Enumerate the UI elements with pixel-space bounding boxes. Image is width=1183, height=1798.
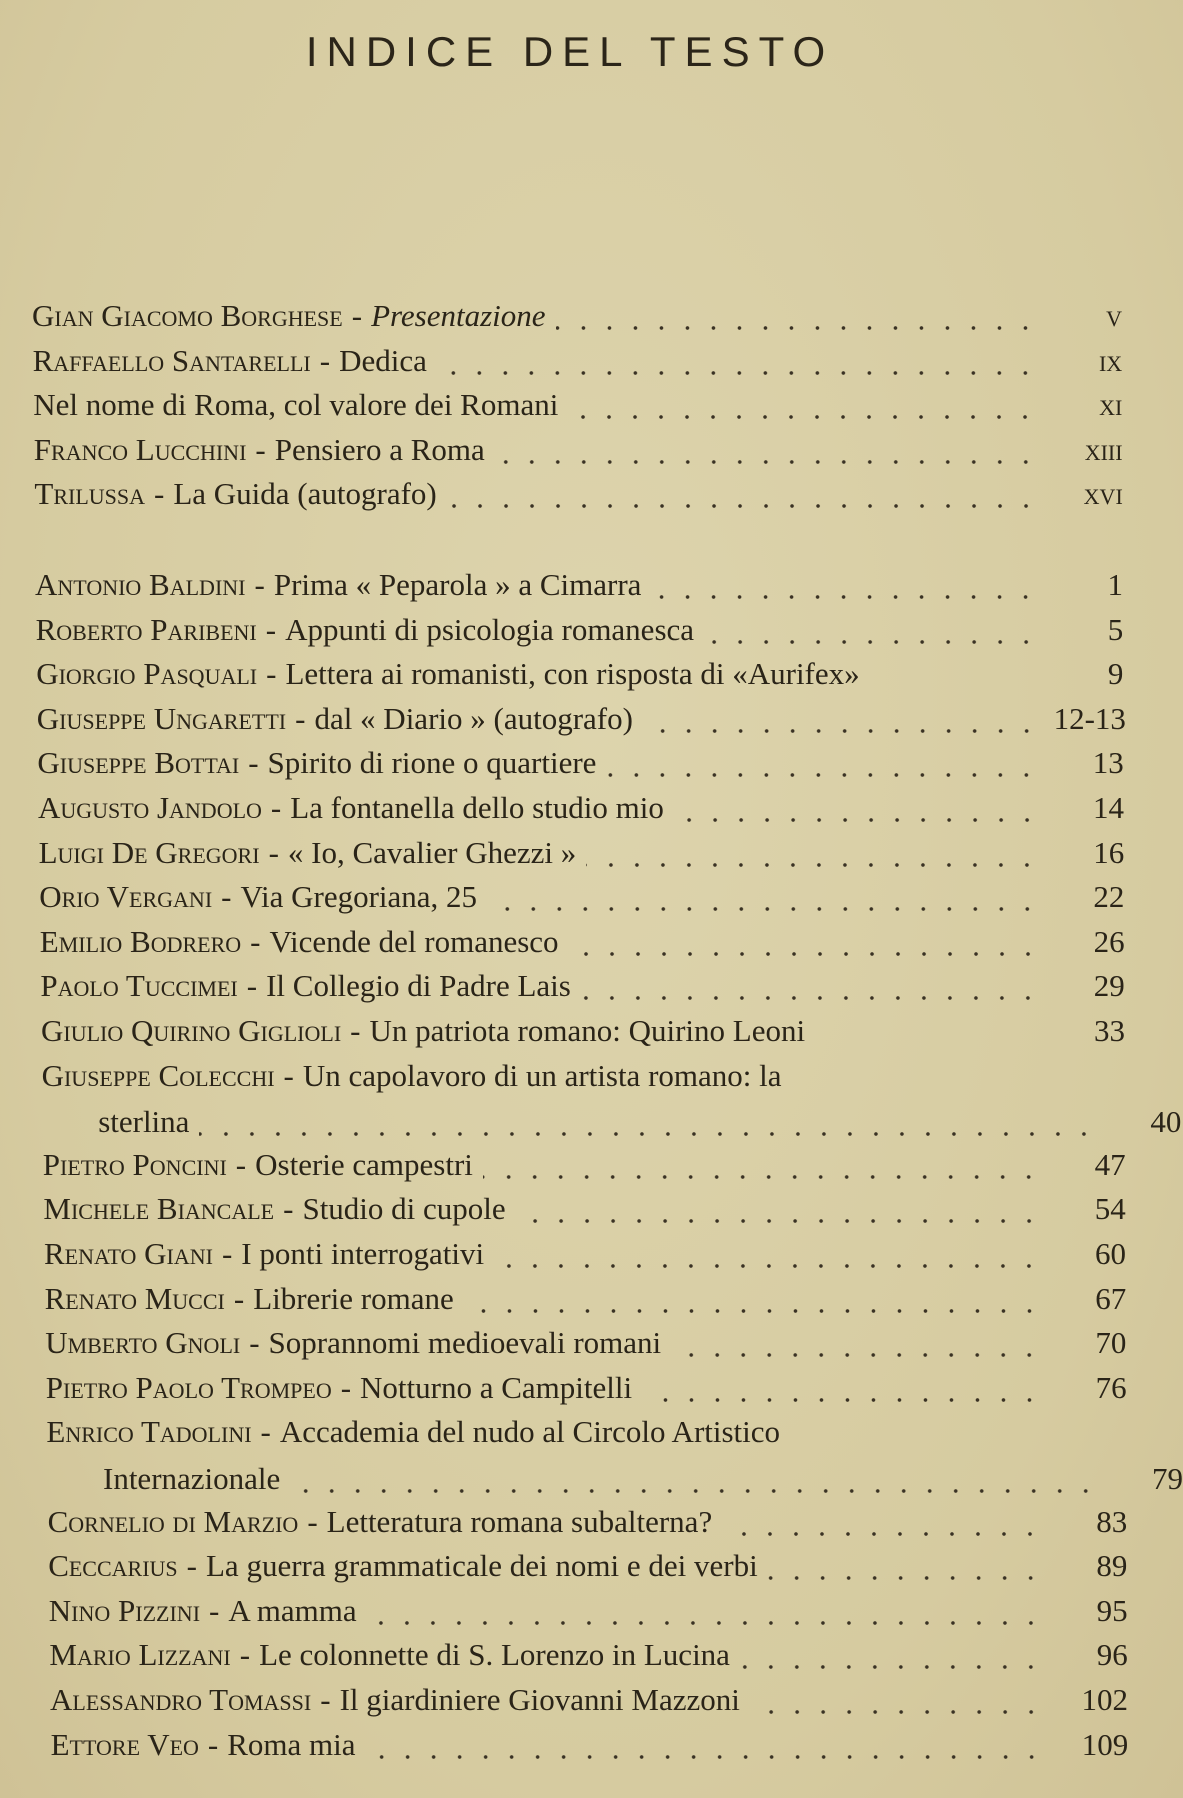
entry-separator: -	[246, 968, 258, 1004]
entry-title: Presentazione	[371, 298, 546, 333]
entry-author: Giuseppe Colecchi	[41, 1057, 275, 1093]
entry-author: Raffaello Santarelli	[32, 342, 311, 378]
entry-author: Mario Lizzani	[49, 1637, 231, 1673]
toc-entry	[51, 1727, 1129, 1767]
toc-entry	[49, 1637, 1127, 1677]
entry-separator: -	[250, 923, 261, 959]
entry-title: La guerra grammaticale dei nomi e dei verbi	[206, 1548, 758, 1584]
entry-title: A mamma	[228, 1592, 357, 1628]
entry-title: La Guida (autografo)	[173, 476, 437, 512]
dot-leader	[447, 503, 1039, 509]
dot-leader	[586, 862, 1040, 868]
toc-entry	[43, 1191, 1125, 1231]
entry-page-number: 12-13	[1053, 700, 1126, 736]
entry-separator: -	[295, 700, 306, 736]
entry-title: Le colonnette di S. Lorenzo in Lucina	[259, 1637, 730, 1673]
entry-title-continuation: Internazionale	[103, 1461, 281, 1496]
entry-separator: -	[235, 1146, 247, 1182]
dot-leader	[290, 1488, 1099, 1494]
entry-title: Lettera ai romanisti, con risposta di «Aurifex»	[285, 656, 860, 692]
entry-separator: -	[307, 1503, 318, 1539]
entry-page-number: 60	[1095, 1236, 1126, 1271]
entry-title: « Io, Cavalier Ghezzi »	[287, 834, 577, 870]
toc-entry	[38, 790, 1124, 830]
toc-entry	[36, 656, 1123, 696]
toc-entry	[36, 612, 1124, 652]
entry-separator: -	[221, 1236, 233, 1271]
entry-author: Renato Giani	[44, 1236, 213, 1271]
entry-title: Pensiero a Roma	[274, 431, 485, 467]
entry-title: Vicende del romanesco	[269, 923, 559, 959]
entry-separator: -	[239, 1637, 251, 1673]
entry-separator: -	[351, 298, 363, 333]
entry-author: Pietro Poncini	[42, 1146, 227, 1182]
entry-author: Nino Pizzini	[48, 1592, 201, 1628]
dot-leader	[494, 1263, 1042, 1269]
entry-page-number: 16	[1093, 834, 1125, 870]
entry-author: Trilussa	[34, 476, 146, 512]
entry-title: Un capolavoro di un artista romano: la	[302, 1057, 782, 1093]
dot-leader	[367, 1620, 1044, 1626]
dot-leader	[606, 772, 1039, 778]
toc-entry	[48, 1548, 1127, 1588]
dot-leader	[569, 951, 1041, 957]
dot-leader	[487, 906, 1040, 912]
entry-page-number: 102	[1081, 1682, 1128, 1717]
toc-entry	[44, 1236, 1126, 1276]
entry-page-number: 29	[1093, 968, 1125, 1004]
entry-title: Il Collegio di Padre Lais	[266, 968, 571, 1004]
entry-page-number: ix	[1098, 342, 1123, 378]
entry-page-number: 89	[1096, 1548, 1128, 1584]
entry-separator: -	[209, 1592, 220, 1628]
toc-entry	[43, 1147, 1126, 1187]
toc-entry	[47, 1461, 1183, 1501]
entry-title: Nel nome di Roma, col valore dei Romani	[33, 387, 559, 423]
entry-page-number: 1	[1107, 567, 1123, 602]
entry-page-number: 5	[1107, 611, 1124, 647]
entry-separator: -	[221, 879, 232, 915]
entry-separator: -	[255, 431, 266, 467]
toc-entry	[45, 1325, 1126, 1365]
entry-title: Letteratura romana subalterna?	[326, 1503, 713, 1539]
entry-separator: -	[270, 790, 282, 825]
toc-entry	[50, 1682, 1128, 1722]
entry-page-number: xiii	[1084, 431, 1123, 467]
entry-author: Pietro Paolo Trompeo	[45, 1369, 332, 1405]
dot-leader	[643, 728, 1040, 734]
dot-leader	[704, 639, 1039, 645]
entry-title: Un patriota romano: Quirino Leoni	[369, 1013, 806, 1048]
toc-entry	[40, 968, 1124, 1008]
entry-title: Roma mia	[227, 1726, 356, 1762]
entry-title: Via Gregoriana, 25	[240, 879, 478, 915]
entry-page-number: 70	[1095, 1325, 1127, 1361]
dot-leader	[366, 1754, 1045, 1760]
entry-title: Osterie campestri	[255, 1146, 473, 1182]
dot-leader	[750, 1709, 1044, 1715]
toc-entry	[42, 1104, 1181, 1144]
entry-author: Enrico Tadolini	[46, 1414, 252, 1450]
entry-page-number: 95	[1096, 1592, 1128, 1628]
entry-page-number: 9	[1107, 656, 1124, 692]
toc-entry	[32, 298, 1122, 338]
toc-entry	[48, 1504, 1128, 1544]
entry-page-number: v	[1106, 298, 1122, 333]
toc-entry	[49, 1593, 1128, 1633]
entry-page-number: 14	[1093, 790, 1124, 825]
entry-title: dal « Diario » (autografo)	[314, 700, 633, 736]
entry-author: Orio Vergani	[39, 879, 213, 915]
entry-author: Renato Mucci	[44, 1280, 225, 1316]
entry-separator: -	[266, 656, 277, 692]
entry-separator: -	[340, 1369, 352, 1405]
dot-leader	[674, 817, 1040, 823]
entry-separator: -	[249, 1325, 260, 1361]
entry-title: La fontanella dello studio mio	[290, 790, 664, 825]
entry-title: Spirito di rione o quartiere	[267, 745, 597, 781]
toc-entry	[40, 924, 1125, 964]
page-title: INDICE DEL TESTO	[305, 28, 835, 75]
entry-separator: -	[283, 1057, 294, 1093]
entry-title: Soprannomi medioevali romani	[268, 1325, 662, 1361]
dot-leader	[516, 1218, 1042, 1224]
dot-leader	[495, 459, 1039, 465]
entry-page-number: xvi	[1083, 476, 1123, 512]
entry-author: Giulio Quirino Giglioli	[41, 1013, 342, 1048]
entry-page-number: 26	[1093, 923, 1125, 959]
toc-entry	[46, 1414, 1126, 1454]
entry-page-number: 79	[1152, 1461, 1183, 1496]
entry-page-number: 33	[1094, 1013, 1125, 1048]
entry-author: Franco Lucchini	[33, 431, 247, 467]
entry-separator: -	[350, 1013, 361, 1048]
entry-page-number: 96	[1096, 1637, 1128, 1673]
entry-separator: -	[233, 1280, 245, 1316]
toc-entry	[37, 745, 1123, 785]
entry-author: Giuseppe Bottai	[37, 745, 240, 781]
dot-leader	[768, 1575, 1044, 1581]
entry-author: Antonio Baldini	[35, 567, 246, 602]
toc-entry	[42, 1058, 1126, 1098]
toc-entry	[34, 476, 1122, 516]
entry-page-number: 76	[1095, 1369, 1127, 1405]
entry-author: Alessandro Tomassi	[50, 1682, 312, 1717]
entry-separator: -	[320, 1682, 331, 1717]
toc-entry	[33, 387, 1122, 427]
entry-author: Ettore Veo	[50, 1726, 199, 1762]
entry-author: Ceccarius	[48, 1548, 178, 1584]
dot-leader	[568, 414, 1038, 420]
toc-entry	[34, 432, 1123, 472]
entry-title: Accademia del nudo al Circolo Artistico	[279, 1414, 781, 1450]
entry-title: Prima « Peparola » a Cimarra	[273, 567, 642, 602]
entry-title: Librerie romane	[253, 1280, 454, 1316]
toc-entry	[46, 1370, 1127, 1410]
entry-author: Michele Biancale	[43, 1191, 275, 1227]
entry-title: I ponti interrogativi	[241, 1236, 485, 1271]
entry-page-number: 40	[1150, 1104, 1182, 1140]
entry-separator: -	[265, 611, 277, 647]
entry-separator: -	[254, 567, 265, 602]
dot-leader	[437, 370, 1038, 376]
entry-author: Luigi De Gregori	[38, 834, 260, 870]
entry-title: Appunti di psicologia romanesca	[285, 611, 695, 647]
dot-leader	[556, 325, 1038, 331]
entry-title: Dedica	[339, 342, 427, 378]
entry-title: Notturno a Campitelli	[360, 1369, 633, 1405]
dot-leader	[483, 1174, 1042, 1180]
dot-leader	[199, 1131, 1097, 1137]
entry-page-number: 67	[1095, 1280, 1127, 1316]
dot-leader	[642, 1397, 1042, 1403]
dot-leader	[581, 995, 1041, 1001]
entry-author: Augusto Jandolo	[38, 790, 262, 825]
toc-entry	[39, 879, 1124, 919]
entry-separator: -	[283, 1191, 294, 1227]
entry-page-number: 22	[1093, 879, 1125, 915]
entry-author: Roberto Paribeni	[35, 611, 257, 647]
entry-separator: -	[207, 1726, 219, 1762]
entry-separator: -	[319, 342, 331, 378]
dot-leader	[740, 1664, 1044, 1670]
toc-entry	[39, 835, 1125, 875]
entry-author: Cornelio di Marzio	[47, 1503, 299, 1539]
entry-page-number: xi	[1099, 387, 1123, 423]
entry-title: Il giardiniere Giovanni Mazzoni	[339, 1682, 740, 1717]
entry-page-number: 54	[1094, 1191, 1126, 1227]
toc-entry	[35, 567, 1123, 607]
entry-title-continuation: sterlina	[98, 1104, 190, 1140]
toc-entry	[33, 343, 1123, 383]
dot-leader	[722, 1531, 1043, 1537]
entry-separator: -	[260, 1414, 271, 1450]
entry-page-number: 47	[1094, 1146, 1126, 1182]
entry-separator: -	[186, 1548, 197, 1584]
toc-entry	[41, 1013, 1125, 1053]
entry-page-number: 13	[1092, 745, 1124, 781]
entry-author: Gian Giacomo Borghese	[32, 298, 343, 333]
entry-separator: -	[268, 834, 279, 870]
entry-separator: -	[154, 476, 165, 512]
toc-entry	[45, 1281, 1127, 1321]
dot-leader	[464, 1308, 1042, 1314]
entry-author: Paolo Tuccimei	[40, 968, 238, 1004]
dot-leader	[671, 1352, 1042, 1358]
entry-author: Umberto Gnoli	[45, 1325, 241, 1361]
entry-separator: -	[248, 745, 259, 781]
toc-entry	[37, 701, 1124, 741]
entry-author: Giuseppe Ungaretti	[36, 700, 287, 736]
entry-author: Emilio Bodrero	[39, 923, 242, 959]
dot-leader	[651, 594, 1039, 600]
entry-author: Giorgio Pasquali	[36, 656, 258, 692]
entry-title: Studio di cupole	[302, 1191, 506, 1227]
entry-page-number: 109	[1081, 1726, 1129, 1762]
entry-page-number: 83	[1096, 1503, 1128, 1539]
